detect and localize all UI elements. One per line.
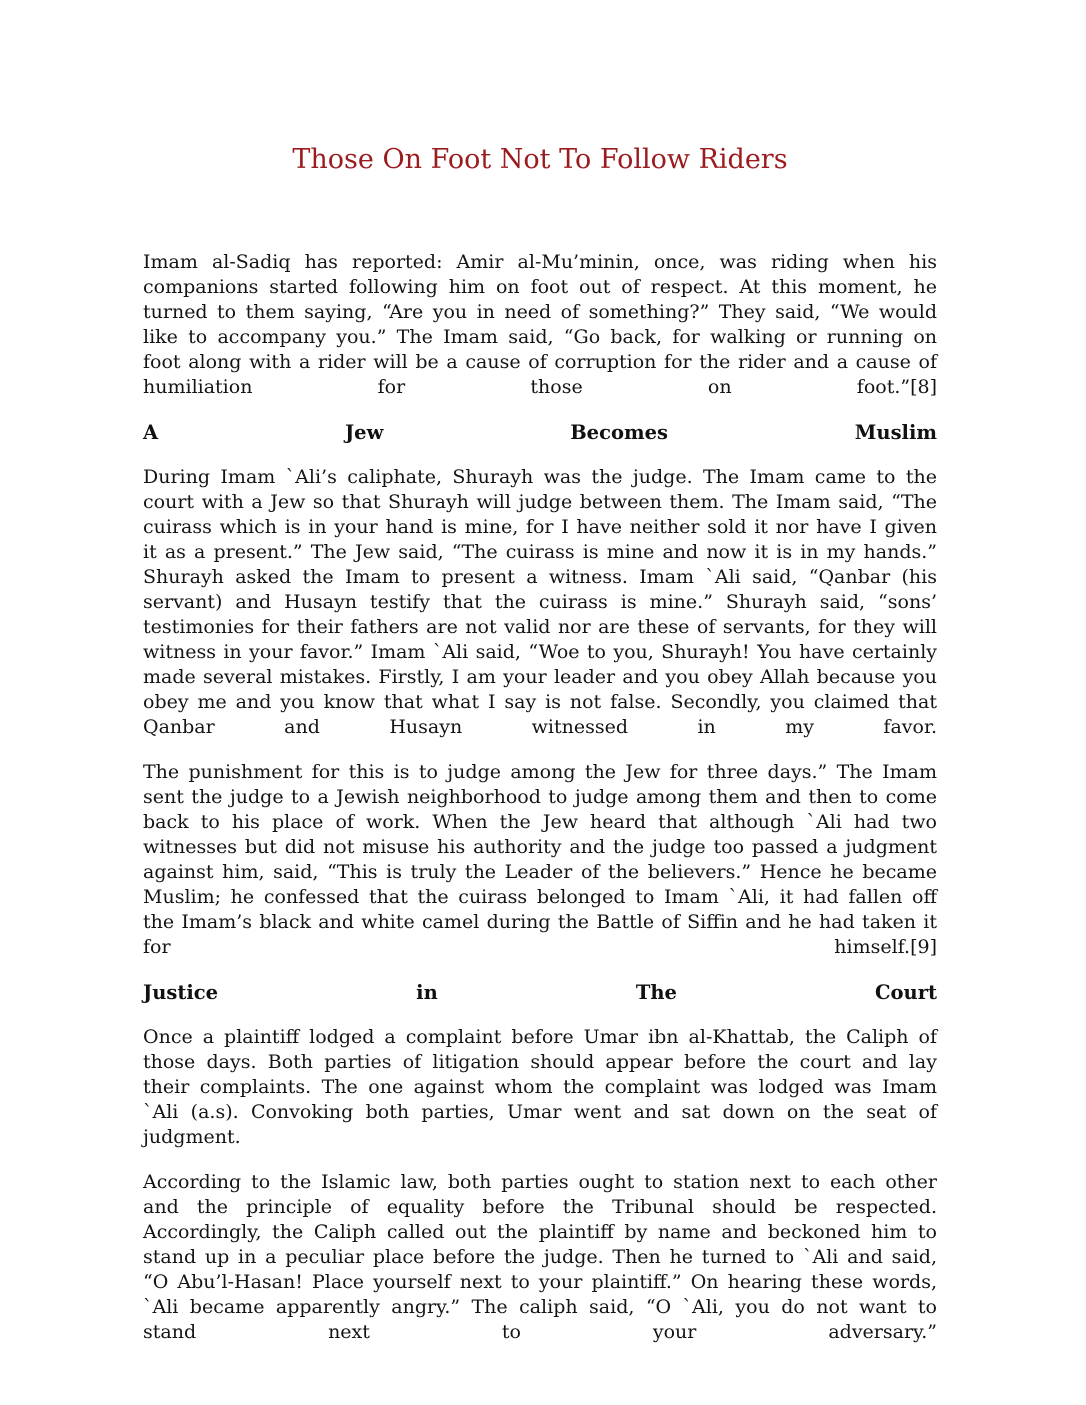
paragraph-jew-becomes-muslim: The punishment for this is to judge among the Jew for three days.” The Imam sent the judge to a Jewish neighborhood to judge among them and then to come back to his place of work. When the Jew heard that although `Ali had two witnesses but did not misuse his authority and the judge too passed a judgment against him, said, “This is truly the Leader of the believers.” Hence he became Muslim; he confessed that the cuirass belonged to Imam `Ali, it had fallen off the Imam’s black and white camel during the Battle of Siffin and he had taken it for himself.[9] xyxy=(143,761,937,958)
paragraph-equality-before-tribunal: According to the Islamic law, both parties ought to station next to each other and the principle of equality before the Tribunal should be respected. Accordingly, the Caliph called out the plaintiff by name and beckoned him to stand up in a peculiar place before the judge. Then he turned to `Ali and said, “O Abu’l-Hasan! Place yourself next to your plaintiff.” On hearing these words, `Ali became apparently angry.” The caliph said, “O `Ali, you do not want to stand next to your adversary.” xyxy=(143,1171,937,1343)
paragraph-shurayh-judgment: During Imam `Ali’s caliphate, Shurayh was the judge. The Imam came to the court with a Jew so that Shurayh will judge between them. The Imam said, “The cuirass which is in your hand is mine, for I have neither sold it nor have I given it as a present.” The Jew said, “The cuirass is mine and now it is in my hands.” Shurayh asked the Imam to present a witness. Imam `Ali said, “Qanbar (his servant) and Husayn testify that the cuirass is mine.” Shurayh said, “sons’ testimonies for their fathers are not valid nor are these of servants, for they will witness in your favor.” Imam `Ali said, “Woe to you, Shurayh! You have certainly made several mistakes. Firstly, I am your leader and you obey Allah because you obey me and you know that what I say is not false. Secondly, you claimed that Qanbar and Husayn witnessed in my favor. xyxy=(143,466,937,738)
paragraph-plaintiff-complaint: Once a plaintiff lodged a complaint before Umar ibn al-Khattab, the Caliph of those days. Both parties of litigation should appear before the court and lay their complaints. The one against whom the complaint was lodged was Imam `Ali (a.s). Convoking both parties, Umar went and sat down on the seat of judgment. xyxy=(143,1026,937,1148)
section-heading-a-jew-becomes-muslim: A Jew Becomes Muslim xyxy=(143,421,937,444)
paragraph-imam-sadiq-report: Imam al-Sadiq has reported: Amir al-Mu’minin, once, was riding when his companions started following him on foot out of respect. At this moment, he turned to them saying, “Are you in need of something?” They said, “We would like to accompany you.” The Imam said, “Go back, for walking or running on foot along with a rider will be a cause of corruption for the rider and a cause of humiliation for those on foot.”[8] xyxy=(143,251,937,398)
page-title: Those On Foot Not To Follow Riders xyxy=(292,144,788,175)
section-heading-justice-in-the-court: Justice in The Court xyxy=(143,981,937,1004)
